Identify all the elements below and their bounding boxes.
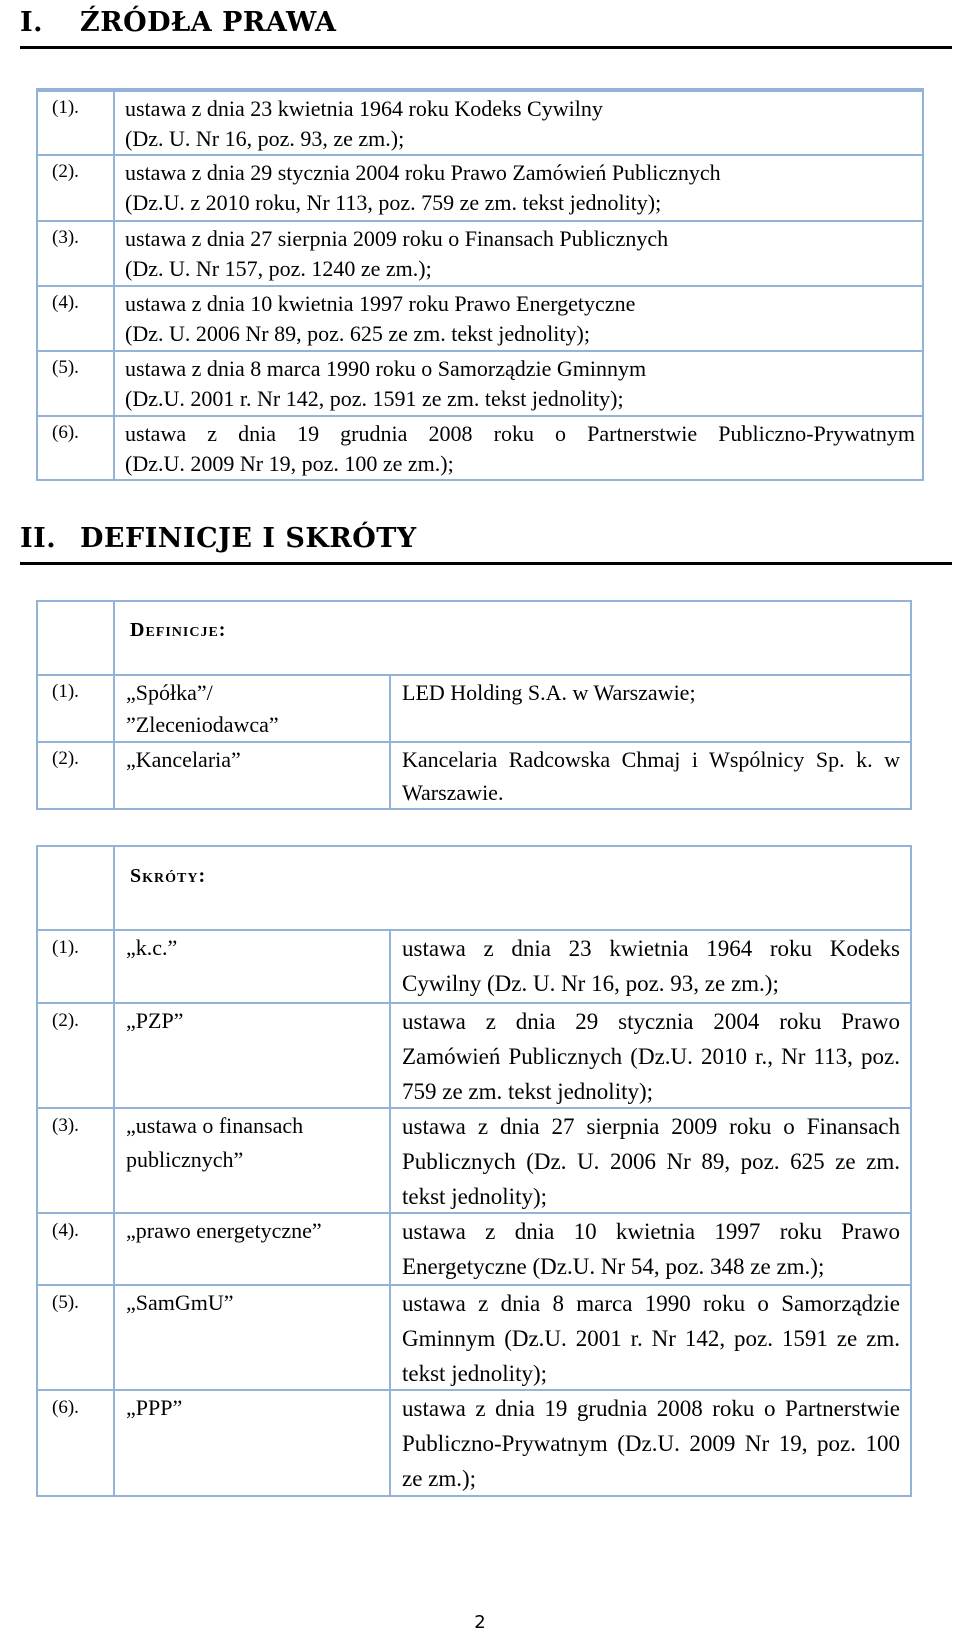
abbreviation-term: „PZP” <box>126 1008 184 1033</box>
item-line-2: (Dz. U. 2006 Nr 89, poz. 625 ze zm. tekst jednolity); <box>125 321 590 346</box>
abbreviation-term: „PPP” <box>126 1395 183 1420</box>
definitions-table <box>36 600 912 810</box>
table-row <box>38 1389 910 1495</box>
table-row <box>38 1284 910 1389</box>
item-line-2: (Dz.U. 2001 r. Nr 142, poz. 1591 ze zm. tekst jednolity); <box>125 386 624 411</box>
abbreviation-desc: ustawa z dnia 27 sierpnia 2009 roku o Finansach Publicznych (Dz. U. 2006 Nr 89, poz. 625 ze zm. tekst jednolity); <box>402 1114 900 1209</box>
page-number: 2 <box>474 1612 486 1633</box>
table-row <box>38 741 910 808</box>
abbreviations-title: Skróty: <box>130 865 207 887</box>
item-number: (4). <box>52 292 79 313</box>
section-1-title: ŹRÓDŁA PRAWA <box>80 7 337 38</box>
table-row <box>38 90 922 156</box>
definitions-title: Definicje: <box>130 619 227 641</box>
item-number: (4). <box>52 1220 79 1241</box>
abbreviation-term: „ustawa o finansach publicznych” <box>126 1113 304 1172</box>
definition-term: „Spółka”/ <box>126 680 213 705</box>
section-2-title: DEFINICJE I SKRÓTY <box>80 523 417 554</box>
item-number: (5). <box>52 1292 79 1313</box>
abbreviation-term: „SamGmU” <box>126 1290 234 1315</box>
item-number: (1). <box>52 681 79 702</box>
sources-table <box>36 88 924 481</box>
abbreviation-desc: ustawa z dnia 29 stycznia 2004 roku Prawo Zamówień Publicznych (Dz.U. 2010 r., Nr 113, poz. 759 ze zm. tekst jednolity); <box>402 1009 900 1104</box>
definition-term: „Kancelaria” <box>126 747 241 772</box>
table-row <box>38 285 922 351</box>
item-number: (6). <box>52 1397 79 1418</box>
table-row <box>38 1107 910 1212</box>
item-number: (2). <box>52 1010 79 1031</box>
table-row <box>38 154 922 220</box>
definition-term-cont: ”Zleceniodawca” <box>126 712 279 737</box>
item-number: (6). <box>52 422 79 443</box>
table-row <box>38 1212 910 1284</box>
item-number: (1). <box>52 97 79 118</box>
item-number: (1). <box>52 937 79 958</box>
abbreviation-desc: ustawa z dnia 19 grudnia 2008 roku o Partnerstwie Publiczno-Prywatnym (Dz.U. 2009 Nr 19, poz. 100 ze zm.); <box>402 1396 900 1491</box>
section-2-heading <box>20 524 952 565</box>
table-row <box>38 220 922 286</box>
item-number: (3). <box>52 227 79 248</box>
item-number: (2). <box>52 748 79 769</box>
abbreviation-desc: ustawa z dnia 10 kwietnia 1997 roku Prawo Energetyczne (Dz.U. Nr 54, poz. 348 ze zm.); <box>402 1219 900 1279</box>
section-1-number: I. <box>20 7 44 38</box>
table-row <box>38 674 910 741</box>
section-2-number: II. <box>20 523 57 554</box>
item-line-2: (Dz. U. Nr 157, poz. 1240 ze zm.); <box>125 256 432 281</box>
abbreviation-term: „prawo energetyczne” <box>126 1218 322 1243</box>
item-number: (5). <box>52 357 79 378</box>
item-number: (3). <box>52 1115 79 1136</box>
item-line-2: (Dz.U. 2009 Nr 19, poz. 100 ze zm.); <box>125 451 454 476</box>
item-number: (2). <box>52 161 79 182</box>
table-row <box>38 929 910 1002</box>
abbreviation-term: „k.c.” <box>126 935 178 960</box>
item-line-1: ustawa z dnia 10 kwietnia 1997 roku Prawo Energetyczne <box>125 291 636 316</box>
abbreviations-table <box>36 845 912 1497</box>
abbreviation-desc: ustawa z dnia 8 marca 1990 roku o Samorządzie Gminnym (Dz.U. 2001 r. Nr 142, poz. 1591 ze zm. tekst jednolity); <box>402 1291 900 1386</box>
item-line-1: ustawa z dnia 27 sierpnia 2009 roku o Finansach Publicznych <box>125 226 669 251</box>
table-row <box>38 1002 910 1107</box>
item-line-1: ustawa z dnia 23 kwietnia 1964 roku Kodeks Cywilny <box>125 96 603 121</box>
item-line-2: (Dz. U. Nr 16, poz. 93, ze zm.); <box>125 126 405 151</box>
table-row <box>38 350 922 416</box>
item-line-1: ustawa z dnia 29 stycznia 2004 roku Prawo Zamówień Publicznych <box>125 160 721 185</box>
item-line-1: ustawa z dnia 19 grudnia 2008 roku o Partnerstwie Publiczno-Prywatnym <box>125 421 915 446</box>
definition-desc: LED Holding S.A. w Warszawie; <box>402 680 696 705</box>
item-line-1: ustawa z dnia 8 marca 1990 roku o Samorządzie Gminnym <box>125 356 647 381</box>
definition-desc: Kancelaria Radcowska Chmaj i Wspólnicy Sp. k. w Warszawie. <box>402 747 900 805</box>
table-row <box>38 415 922 479</box>
section-1-heading <box>20 8 952 49</box>
abbreviation-desc: ustawa z dnia 23 kwietnia 1964 roku Kodeks Cywilny (Dz. U. Nr 16, poz. 93, ze zm.); <box>402 936 900 996</box>
item-line-2: (Dz.U. z 2010 roku, Nr 113, poz. 759 ze zm. tekst jednolity); <box>125 190 662 215</box>
